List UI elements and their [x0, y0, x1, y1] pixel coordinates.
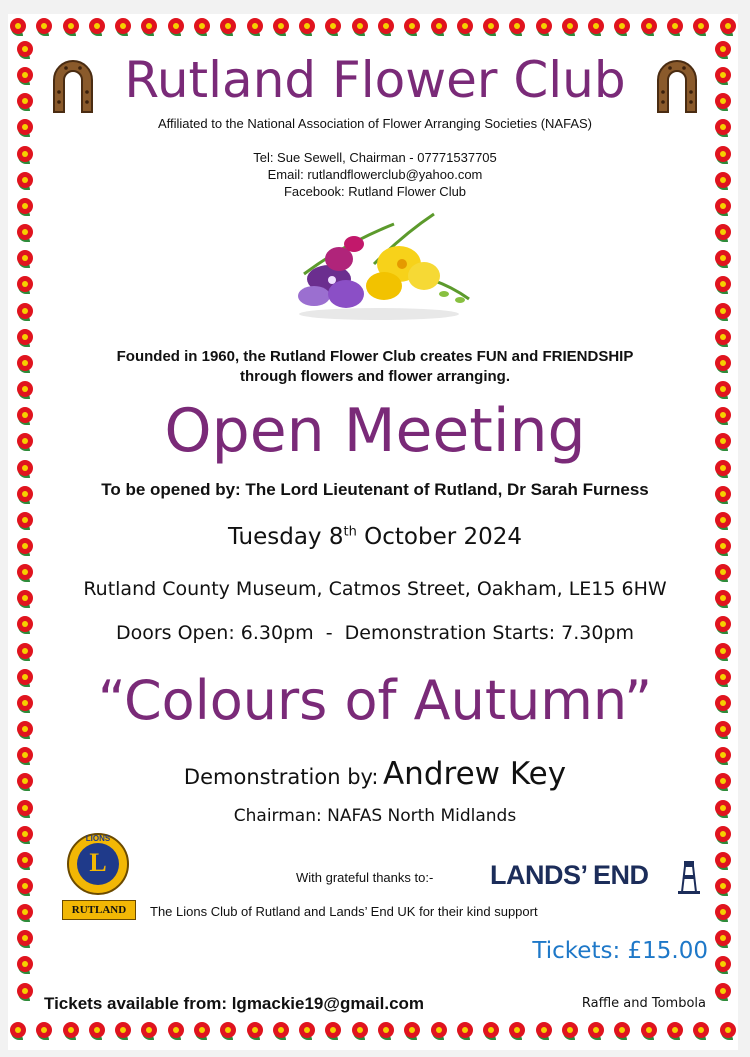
- border-flower-icon: [297, 1021, 317, 1041]
- border-flower-icon: [245, 1021, 265, 1041]
- border-flower-icon: [713, 145, 733, 165]
- border-flower-icon: [586, 1021, 606, 1041]
- border-flower-icon: [15, 772, 35, 792]
- border-flower-icon: [718, 17, 738, 37]
- border-flower-icon: [713, 563, 733, 583]
- border-flower-icon: [639, 1021, 659, 1041]
- border-flower-icon: [113, 1021, 133, 1041]
- border-flower-icon: [718, 1021, 738, 1041]
- border-flower-icon: [376, 17, 396, 37]
- border-flower-icon: [15, 563, 35, 583]
- border-flower-icon: [713, 982, 733, 1002]
- border-flower-icon: [713, 851, 733, 871]
- contact-tel: Tel: Sue Sewell, Chairman - 07771537705: [253, 150, 497, 165]
- border-flower-icon: [15, 668, 35, 688]
- border-flower-icon: [713, 642, 733, 662]
- border-flower-icon: [87, 17, 107, 37]
- thanks-text: With grateful thanks to:-: [296, 870, 434, 885]
- border-flower-icon: [639, 17, 659, 37]
- border-flower-icon: [61, 1021, 81, 1041]
- event-date: [40, 524, 710, 550]
- border-flower-icon: [402, 17, 422, 37]
- border-flower-icon: [612, 17, 632, 37]
- border-flower-icon: [8, 1021, 28, 1041]
- border-flower-icon: [113, 17, 133, 37]
- border-flower-icon: [713, 118, 733, 138]
- border-flower-icon: [534, 1021, 554, 1041]
- border-flower-icon: [713, 354, 733, 374]
- border-flower-icon: [713, 537, 733, 557]
- border-flower-icon: [15, 929, 35, 949]
- border-flower-icon: [713, 432, 733, 452]
- border-flower-icon: [665, 1021, 685, 1041]
- border-flower-icon: [713, 92, 733, 112]
- lands-end-wordmark: LANDS’ END: [490, 860, 649, 890]
- border-flower-icon: [15, 197, 35, 217]
- event-times: Doors Open: 6.30pm - Demonstration Starts: 7.30pm: [115, 622, 635, 644]
- border-flower-icon: [713, 40, 733, 60]
- border-flower-icon: [15, 485, 35, 505]
- border-flower-icon: [15, 171, 35, 191]
- border-flower-icon: [87, 1021, 107, 1041]
- border-flower-icon: [713, 903, 733, 923]
- border-flower-icon: [323, 17, 343, 37]
- border-flower-icon: [15, 354, 35, 374]
- flower-border-bottom: [8, 1018, 738, 1044]
- border-flower-icon: [402, 1021, 422, 1041]
- border-flower-icon: [713, 380, 733, 400]
- intro-line-1: Founded in 1960, the Rutland Flower Club creates FUN and FRIENDSHIP: [116, 348, 634, 365]
- border-flower-icon: [507, 17, 527, 37]
- border-flower-icon: [15, 459, 35, 479]
- border-flower-icon: [713, 615, 733, 635]
- event-date-suffix: th: [343, 524, 357, 540]
- border-flower-icon: [245, 17, 265, 37]
- border-flower-icon: [61, 17, 81, 37]
- border-flower-icon: [612, 1021, 632, 1041]
- flower-border-left: [12, 40, 38, 1002]
- border-flower-icon: [15, 720, 35, 740]
- opened-by-text: To be opened by: The Lord Lieutenant of Rutland, Dr Sarah Furness: [101, 480, 649, 499]
- border-flower-icon: [713, 223, 733, 243]
- border-flower-icon: [713, 720, 733, 740]
- border-flower-icon: [534, 17, 554, 37]
- border-flower-icon: [713, 746, 733, 766]
- border-flower-icon: [323, 1021, 343, 1041]
- border-flower-icon: [15, 903, 35, 923]
- border-flower-icon: [218, 17, 238, 37]
- border-flower-icon: [560, 1021, 580, 1041]
- border-flower-icon: [665, 17, 685, 37]
- border-flower-icon: [713, 694, 733, 714]
- border-flower-icon: [713, 197, 733, 217]
- event-date-rest: October 2024: [356, 524, 523, 550]
- border-flower-icon: [15, 432, 35, 452]
- lions-club-logo: [56, 826, 140, 922]
- intro-line-2: through flowers and flower arranging.: [239, 368, 510, 385]
- border-flower-icon: [15, 40, 35, 60]
- tickets-available-text: Tickets available from: lgmackie19@gmail.com: [44, 994, 425, 1013]
- border-flower-icon: [192, 17, 212, 37]
- border-flower-icon: [8, 17, 28, 37]
- border-flower-icon: [713, 302, 733, 322]
- border-flower-icon: [455, 17, 475, 37]
- border-flower-icon: [713, 459, 733, 479]
- border-flower-icon: [713, 668, 733, 688]
- demonstrator-name: Andrew Key: [382, 756, 567, 792]
- border-flower-icon: [691, 17, 711, 37]
- demonstration-title: “Colours of Autumn”: [97, 669, 653, 732]
- border-flower-icon: [297, 17, 317, 37]
- border-flower-icon: [139, 1021, 159, 1041]
- border-flower-icon: [376, 1021, 396, 1041]
- lions-logo-letter: L: [89, 848, 107, 877]
- border-flower-icon: [15, 302, 35, 322]
- demonstrator-line: [40, 756, 710, 792]
- border-flower-icon: [586, 17, 606, 37]
- border-flower-icon: [15, 982, 35, 1002]
- border-flower-icon: [166, 1021, 186, 1041]
- border-flower-icon: [15, 642, 35, 662]
- raffle-text: Raffle and Tombola: [581, 996, 706, 1011]
- border-flower-icon: [691, 1021, 711, 1041]
- border-flower-icon: [713, 66, 733, 86]
- demonstrator-role: Chairman: NAFAS North Midlands: [233, 806, 517, 826]
- border-flower-icon: [15, 92, 35, 112]
- event-date-day: Tuesday 8: [227, 524, 344, 550]
- border-flower-icon: [15, 275, 35, 295]
- demonstrator-prefix: Demonstration by:: [183, 765, 379, 789]
- event-venue: Rutland County Museum, Catmos Street, Oakham, LE15 6HW: [83, 578, 667, 600]
- lighthouse-icon: [676, 858, 702, 894]
- border-flower-icon: [713, 877, 733, 897]
- border-flower-icon: [15, 615, 35, 635]
- border-flower-icon: [15, 746, 35, 766]
- border-flower-icon: [34, 17, 54, 37]
- border-flower-icon: [350, 17, 370, 37]
- border-flower-icon: [15, 955, 35, 975]
- border-flower-icon: [713, 799, 733, 819]
- border-flower-icon: [15, 249, 35, 269]
- contact-facebook: Facebook: Rutland Flower Club: [283, 184, 467, 199]
- border-flower-icon: [15, 877, 35, 897]
- lands-end-logo: [490, 858, 704, 898]
- border-flower-icon: [15, 118, 35, 138]
- border-flower-icon: [429, 1021, 449, 1041]
- border-flower-icon: [713, 171, 733, 191]
- club-title: Rutland Flower Club: [124, 51, 626, 109]
- border-flower-icon: [271, 1021, 291, 1041]
- affiliation-text: Affiliated to the National Association of Flower Arranging Societies (NAFAS): [157, 116, 593, 131]
- border-flower-icon: [166, 17, 186, 37]
- lions-logo-rutland-label: RUTLAND: [62, 900, 136, 920]
- border-flower-icon: [15, 511, 35, 531]
- border-flower-icon: [481, 1021, 501, 1041]
- border-flower-icon: [713, 485, 733, 505]
- border-flower-icon: [15, 223, 35, 243]
- border-flower-icon: [15, 589, 35, 609]
- border-flower-icon: [713, 406, 733, 426]
- contact-email: Email: rutlandflowerclub@yahoo.com: [267, 167, 483, 182]
- border-flower-icon: [15, 537, 35, 557]
- border-flower-icon: [713, 825, 733, 845]
- border-flower-icon: [507, 1021, 527, 1041]
- border-flower-icon: [713, 511, 733, 531]
- border-flower-icon: [713, 589, 733, 609]
- flower-border-top: [8, 14, 738, 40]
- border-flower-icon: [713, 955, 733, 975]
- border-flower-icon: [192, 1021, 212, 1041]
- border-flower-icon: [15, 66, 35, 86]
- border-flower-icon: [713, 328, 733, 348]
- border-flower-icon: [713, 772, 733, 792]
- border-flower-icon: [15, 380, 35, 400]
- border-flower-icon: [15, 406, 35, 426]
- border-flower-icon: [15, 145, 35, 165]
- border-flower-icon: [271, 17, 291, 37]
- border-flower-icon: [15, 851, 35, 871]
- border-flower-icon: [34, 1021, 54, 1041]
- border-flower-icon: [713, 275, 733, 295]
- border-flower-icon: [429, 17, 449, 37]
- lions-logo-top-text: LIONS: [85, 834, 111, 843]
- freesia-flowers-image: [284, 204, 474, 324]
- border-flower-icon: [218, 1021, 238, 1041]
- border-flower-icon: [455, 1021, 475, 1041]
- flower-border-right: [710, 40, 736, 1002]
- border-flower-icon: [139, 17, 159, 37]
- border-flower-icon: [15, 799, 35, 819]
- border-flower-icon: [560, 17, 580, 37]
- border-flower-icon: [15, 825, 35, 845]
- border-flower-icon: [15, 694, 35, 714]
- border-flower-icon: [713, 929, 733, 949]
- event-heading: Open Meeting: [164, 396, 586, 466]
- ticket-price: Tickets: £15.00: [532, 938, 708, 964]
- border-flower-icon: [481, 17, 501, 37]
- border-flower-icon: [350, 1021, 370, 1041]
- border-flower-icon: [15, 328, 35, 348]
- support-text: The Lions Club of Rutland and Lands’ End UK for their kind support: [150, 904, 538, 919]
- border-flower-icon: [713, 249, 733, 269]
